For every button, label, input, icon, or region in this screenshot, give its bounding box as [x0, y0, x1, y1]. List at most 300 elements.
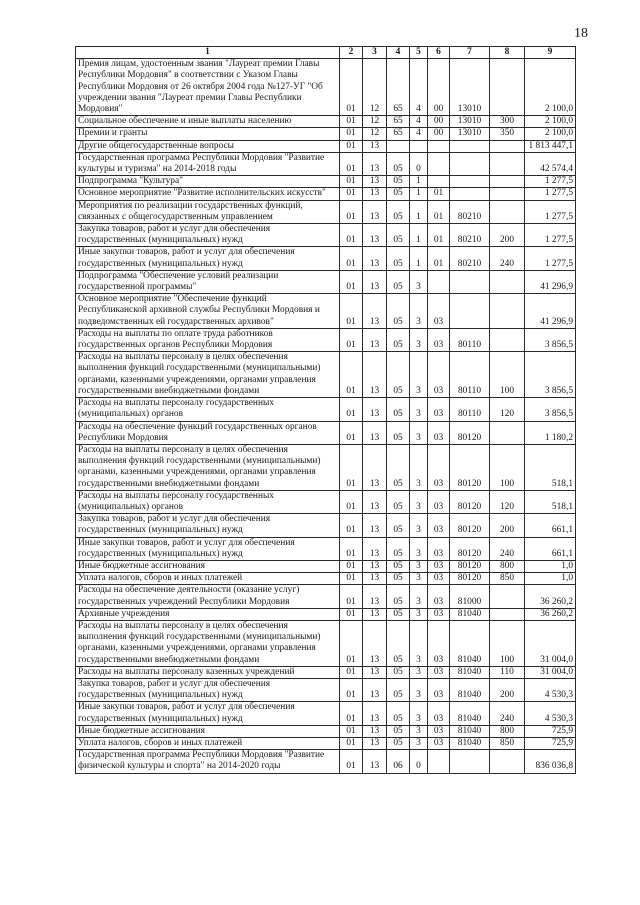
section-code-cell: 01 [340, 702, 363, 725]
direction-code-cell: 80120 [450, 490, 490, 513]
subsection-code-cell: 13 [363, 444, 387, 490]
direction-code-cell [450, 294, 490, 329]
subsection-code-cell: 13 [363, 725, 387, 737]
row-name-cell: Закупка товаров, работ и услуг для обеспечения государственных (муниципальных) нужд [76, 514, 340, 537]
direction-code-cell: 80120 [450, 560, 490, 572]
section-code-cell: 01 [340, 573, 363, 585]
subprogram-code-cell: 3 [410, 270, 428, 293]
table-row [76, 514, 576, 537]
subprogram-code-cell: 4 [410, 128, 428, 140]
row-name-cell: Уплата налогов, сборов и иных платежей [76, 737, 340, 749]
section-code-cell: 01 [340, 140, 363, 152]
column-header: 3 [363, 47, 387, 59]
direction-code-cell: 80110 [450, 398, 490, 421]
subsection-code-cell: 13 [363, 140, 387, 152]
direction-code-cell: 80210 [450, 247, 490, 270]
row-name-cell: Расходы на выплаты по оплате труда работников государственных органов Республики Мордовия [76, 328, 340, 351]
amount-cell: 3 856,5 [525, 352, 576, 398]
program-code-cell: 05 [387, 270, 410, 293]
program-code-cell: 05 [387, 328, 410, 351]
subprogram-code-cell: 3 [410, 444, 428, 490]
expense-type-cell [490, 176, 525, 188]
subsection-code-cell: 13 [363, 750, 387, 773]
program-code-cell: 05 [387, 608, 410, 620]
table-header-row [76, 47, 576, 59]
expense-type-cell: 200 [490, 678, 525, 701]
expense-type-cell: 850 [490, 573, 525, 585]
amount-cell: 1 277,5 [525, 224, 576, 247]
page-number: 18 [574, 26, 588, 41]
table-row [76, 737, 576, 749]
row-name-cell: Уплата налогов, сборов и иных платежей [76, 573, 340, 585]
expense-type-cell [490, 328, 525, 351]
table-row [76, 188, 576, 200]
activity-code-cell: 03 [428, 398, 450, 421]
activity-code-cell: 03 [428, 725, 450, 737]
column-header: 5 [410, 47, 428, 59]
table-row [76, 270, 576, 293]
subprogram-code-cell: 3 [410, 398, 428, 421]
expense-type-cell: 350 [490, 128, 525, 140]
column-header: 7 [450, 47, 490, 59]
section-code-cell: 01 [340, 444, 363, 490]
row-name-cell: Государственная программа Республики Мордовия "Развитие физической культуры и спорта" на 2014-2020 годы [76, 750, 340, 773]
program-code-cell: 05 [387, 514, 410, 537]
section-code-cell: 01 [340, 116, 363, 128]
expense-type-cell [490, 585, 525, 608]
row-name-cell: Расходы на обеспечение деятельности (оказание услуг) государственных учреждений Республики Мордовия [76, 585, 340, 608]
program-code-cell: 05 [387, 188, 410, 200]
program-code-cell: 05 [387, 560, 410, 572]
activity-code-cell: 03 [428, 514, 450, 537]
amount-cell: 1 180,2 [525, 421, 576, 444]
amount-cell: 36 260,2 [525, 585, 576, 608]
row-name-cell: Расходы на выплаты персоналу в целях обеспечения выполнения функций государственными (муниципальными) органами, казенными учреждениями, органами управления государственными внебюджетными фондами [76, 352, 340, 398]
subsection-code-cell: 13 [363, 514, 387, 537]
program-code-cell: 05 [387, 573, 410, 585]
table-row [76, 444, 576, 490]
expense-type-cell: 100 [490, 620, 525, 666]
subprogram-code-cell: 1 [410, 247, 428, 270]
direction-code-cell: 81040 [450, 608, 490, 620]
row-name-cell: Государственная программа Республики Мордовия "Развитие культуры и туризма" на 2014-2018 годы [76, 152, 340, 175]
activity-code-cell: 03 [428, 444, 450, 490]
direction-code-cell: 80120 [450, 421, 490, 444]
program-code-cell: 05 [387, 737, 410, 749]
column-header: 1 [76, 47, 340, 59]
table-row [76, 398, 576, 421]
amount-cell: 518,1 [525, 444, 576, 490]
section-code-cell: 01 [340, 128, 363, 140]
amount-cell: 31 004,0 [525, 666, 576, 678]
section-code-cell: 01 [340, 585, 363, 608]
section-code-cell: 01 [340, 678, 363, 701]
subprogram-code-cell: 3 [410, 490, 428, 513]
program-code-cell: 05 [387, 666, 410, 678]
activity-code-cell: 03 [428, 421, 450, 444]
direction-code-cell [450, 152, 490, 175]
subprogram-code-cell: 4 [410, 59, 428, 116]
table-row [76, 421, 576, 444]
amount-cell: 1 277,5 [525, 176, 576, 188]
subprogram-code-cell: 0 [410, 152, 428, 175]
subprogram-code-cell: 1 [410, 224, 428, 247]
subprogram-code-cell: 3 [410, 352, 428, 398]
activity-code-cell: 03 [428, 490, 450, 513]
row-name-cell: Премия лицам, удостоенным звания "Лауреат премии Главы Республики Мордовия" в соответствии с Указом Главы Республики Мордовия от 26 октября 2004 года №127-УГ "Об учреждении звания "Лауреат премии Главы Республики Мордовия" [76, 59, 340, 116]
subsection-code-cell: 13 [363, 490, 387, 513]
direction-code-cell [450, 176, 490, 188]
subprogram-code-cell: 3 [410, 514, 428, 537]
column-header: 9 [525, 47, 576, 59]
row-name-cell: Иные бюджетные ассигнования [76, 725, 340, 737]
subsection-code-cell: 12 [363, 116, 387, 128]
subprogram-code-cell: 1 [410, 188, 428, 200]
program-code-cell: 05 [387, 444, 410, 490]
row-name-cell: Основное мероприятие "Обеспечение функций Республиканской архивной службы Республики Мордовия и подведомственных ей государственных архивов" [76, 294, 340, 329]
expense-type-cell [490, 294, 525, 329]
subprogram-code-cell: 3 [410, 666, 428, 678]
expense-type-cell [490, 200, 525, 223]
program-code-cell: 65 [387, 128, 410, 140]
subsection-code-cell: 13 [363, 620, 387, 666]
subprogram-code-cell: 3 [410, 573, 428, 585]
program-code-cell: 05 [387, 725, 410, 737]
row-name-cell: Основное мероприятие "Развитие исполнительских искусств" [76, 188, 340, 200]
subprogram-code-cell: 3 [410, 328, 428, 351]
amount-cell: 1 277,5 [525, 188, 576, 200]
subsection-code-cell: 13 [363, 294, 387, 329]
activity-code-cell: 01 [428, 247, 450, 270]
activity-code-cell: 00 [428, 128, 450, 140]
section-code-cell: 01 [340, 620, 363, 666]
subsection-code-cell: 13 [363, 188, 387, 200]
subsection-code-cell: 13 [363, 678, 387, 701]
row-name-cell: Подпрограмма "Обеспечение условий реализации государственной программы" [76, 270, 340, 293]
amount-cell: 1,0 [525, 573, 576, 585]
subprogram-code-cell: 3 [410, 702, 428, 725]
expense-type-cell: 200 [490, 224, 525, 247]
row-name-cell: Подпрограмма "Культура" [76, 176, 340, 188]
table-row [76, 140, 576, 152]
table-row [76, 200, 576, 223]
amount-cell: 42 574,4 [525, 152, 576, 175]
column-header: 4 [387, 47, 410, 59]
program-code-cell: 05 [387, 224, 410, 247]
section-code-cell: 01 [340, 224, 363, 247]
section-code-cell: 01 [340, 270, 363, 293]
program-code-cell: 05 [387, 152, 410, 175]
amount-cell: 41 296,9 [525, 270, 576, 293]
table-row [76, 128, 576, 140]
table-row [76, 725, 576, 737]
table-row [76, 560, 576, 572]
section-code-cell: 01 [340, 666, 363, 678]
subsection-code-cell: 12 [363, 59, 387, 116]
direction-code-cell: 80210 [450, 200, 490, 223]
amount-cell: 661,1 [525, 514, 576, 537]
subprogram-code-cell: 3 [410, 585, 428, 608]
table-row [76, 573, 576, 585]
subsection-code-cell: 13 [363, 585, 387, 608]
direction-code-cell: 80120 [450, 537, 490, 560]
subprogram-code-cell: 3 [410, 608, 428, 620]
subsection-code-cell: 13 [363, 176, 387, 188]
subprogram-code-cell: 4 [410, 116, 428, 128]
subsection-code-cell: 13 [363, 702, 387, 725]
amount-cell: 1 277,5 [525, 200, 576, 223]
table-row [76, 152, 576, 175]
program-code-cell: 05 [387, 176, 410, 188]
activity-code-cell [428, 750, 450, 773]
program-code-cell: 65 [387, 59, 410, 116]
table-row [76, 328, 576, 351]
direction-code-cell: 81040 [450, 620, 490, 666]
subsection-code-cell: 13 [363, 328, 387, 351]
expense-type-cell: 240 [490, 247, 525, 270]
direction-code-cell: 80120 [450, 444, 490, 490]
program-code-cell: 05 [387, 702, 410, 725]
section-code-cell: 01 [340, 176, 363, 188]
amount-cell: 2 100,0 [525, 59, 576, 116]
activity-code-cell: 03 [428, 620, 450, 666]
expense-type-cell: 100 [490, 352, 525, 398]
subsection-code-cell: 13 [363, 666, 387, 678]
subsection-code-cell: 13 [363, 352, 387, 398]
amount-cell: 661,1 [525, 537, 576, 560]
section-code-cell: 01 [340, 59, 363, 116]
activity-code-cell: 01 [428, 200, 450, 223]
row-name-cell: Закупка товаров, работ и услуг для обеспечения государственных (муниципальных) нужд [76, 678, 340, 701]
expense-type-cell: 240 [490, 702, 525, 725]
direction-code-cell: 81040 [450, 666, 490, 678]
direction-code-cell: 81040 [450, 725, 490, 737]
subprogram-code-cell: 1 [410, 176, 428, 188]
expense-type-cell: 800 [490, 560, 525, 572]
amount-cell: 4 530,3 [525, 678, 576, 701]
table-row [76, 490, 576, 513]
expense-type-cell [490, 608, 525, 620]
direction-code-cell: 80110 [450, 352, 490, 398]
program-code-cell: 05 [387, 585, 410, 608]
row-name-cell: Расходы на выплаты персоналу в целях обеспечения выполнения функций государственными (муниципальными) органами, казенными учреждениями, органами управления государственными внебюджетными фондами [76, 620, 340, 666]
table-row [76, 702, 576, 725]
table-row [76, 352, 576, 398]
section-code-cell: 01 [340, 514, 363, 537]
section-code-cell: 01 [340, 352, 363, 398]
activity-code-cell: 03 [428, 608, 450, 620]
activity-code-cell: 01 [428, 224, 450, 247]
direction-code-cell: 81040 [450, 678, 490, 701]
activity-code-cell [428, 152, 450, 175]
direction-code-cell: 13010 [450, 128, 490, 140]
section-code-cell: 01 [340, 421, 363, 444]
amount-cell: 41 296,9 [525, 294, 576, 329]
section-code-cell: 01 [340, 294, 363, 329]
amount-cell: 2 100,0 [525, 128, 576, 140]
section-code-cell: 01 [340, 490, 363, 513]
amount-cell: 3 856,5 [525, 328, 576, 351]
activity-code-cell: 03 [428, 666, 450, 678]
activity-code-cell [428, 176, 450, 188]
program-code-cell: 05 [387, 678, 410, 701]
amount-cell: 4 530,3 [525, 702, 576, 725]
subsection-code-cell: 13 [363, 270, 387, 293]
row-name-cell: Иные закупки товаров, работ и услуг для обеспечения государственных (муниципальных) нужд [76, 702, 340, 725]
subsection-code-cell: 13 [363, 573, 387, 585]
subprogram-code-cell: 3 [410, 560, 428, 572]
direction-code-cell: 80210 [450, 224, 490, 247]
section-code-cell: 01 [340, 608, 363, 620]
section-code-cell: 01 [340, 200, 363, 223]
table-row [76, 224, 576, 247]
subprogram-code-cell: 3 [410, 537, 428, 560]
row-name-cell: Расходы на обеспечение функций государственных органов Республики Мордовия [76, 421, 340, 444]
subsection-code-cell: 12 [363, 128, 387, 140]
subsection-code-cell: 13 [363, 398, 387, 421]
amount-cell: 1,0 [525, 560, 576, 572]
activity-code-cell [428, 140, 450, 152]
amount-cell: 1 813 447,1 [525, 140, 576, 152]
row-name-cell: Мероприятия по реализации государственных функций, связанных с общегосударственным управлением [76, 200, 340, 223]
activity-code-cell: 03 [428, 678, 450, 701]
row-name-cell: Иные бюджетные ассигнования [76, 560, 340, 572]
row-name-cell: Расходы на выплаты персоналу государственных (муниципальных) органов [76, 398, 340, 421]
subprogram-code-cell: 3 [410, 737, 428, 749]
table-row [76, 294, 576, 329]
direction-code-cell [450, 188, 490, 200]
column-header: 2 [340, 47, 363, 59]
subsection-code-cell: 13 [363, 560, 387, 572]
activity-code-cell: 03 [428, 585, 450, 608]
table-row [76, 116, 576, 128]
program-code-cell: 05 [387, 537, 410, 560]
table-row [76, 750, 576, 773]
program-code-cell: 06 [387, 750, 410, 773]
direction-code-cell: 81000 [450, 585, 490, 608]
row-name-cell: Иные закупки товаров, работ и услуг для обеспечения государственных (муниципальных) нужд [76, 247, 340, 270]
activity-code-cell: 03 [428, 560, 450, 572]
program-code-cell: 05 [387, 352, 410, 398]
table-row [76, 585, 576, 608]
row-name-cell: Иные закупки товаров, работ и услуг для обеспечения государственных (муниципальных) нужд [76, 537, 340, 560]
section-code-cell: 01 [340, 328, 363, 351]
activity-code-cell: 03 [428, 537, 450, 560]
amount-cell: 725,9 [525, 725, 576, 737]
section-code-cell: 01 [340, 188, 363, 200]
section-code-cell: 01 [340, 152, 363, 175]
expense-type-cell [490, 152, 525, 175]
expense-type-cell: 200 [490, 514, 525, 537]
expense-type-cell: 100 [490, 444, 525, 490]
program-code-cell: 05 [387, 421, 410, 444]
subsection-code-cell: 13 [363, 224, 387, 247]
expense-type-cell [490, 750, 525, 773]
column-header: 8 [490, 47, 525, 59]
subprogram-code-cell [410, 140, 428, 152]
expense-type-cell: 110 [490, 666, 525, 678]
activity-code-cell: 01 [428, 188, 450, 200]
activity-code-cell: 00 [428, 59, 450, 116]
expense-type-cell: 120 [490, 490, 525, 513]
activity-code-cell: 03 [428, 702, 450, 725]
subprogram-code-cell: 3 [410, 421, 428, 444]
program-code-cell: 65 [387, 116, 410, 128]
direction-code-cell: 80110 [450, 328, 490, 351]
section-code-cell: 01 [340, 247, 363, 270]
amount-cell: 31 004,0 [525, 620, 576, 666]
program-code-cell: 05 [387, 200, 410, 223]
subprogram-code-cell: 3 [410, 294, 428, 329]
amount-cell: 725,9 [525, 737, 576, 749]
activity-code-cell [428, 270, 450, 293]
column-header: 6 [428, 47, 450, 59]
subprogram-code-cell: 0 [410, 750, 428, 773]
amount-cell: 3 856,5 [525, 398, 576, 421]
amount-cell: 2 100,0 [525, 116, 576, 128]
amount-cell: 518,1 [525, 490, 576, 513]
amount-cell: 36 260,2 [525, 608, 576, 620]
subprogram-code-cell: 3 [410, 620, 428, 666]
amount-cell: 836 036,8 [525, 750, 576, 773]
subprogram-code-cell: 3 [410, 678, 428, 701]
expense-type-cell [490, 140, 525, 152]
expense-type-cell: 850 [490, 737, 525, 749]
row-name-cell: Архивные учреждения [76, 608, 340, 620]
direction-code-cell: 13010 [450, 116, 490, 128]
expense-type-cell [490, 270, 525, 293]
row-name-cell: Расходы на выплаты персоналу государственных (муниципальных) органов [76, 490, 340, 513]
direction-code-cell [450, 750, 490, 773]
program-code-cell: 05 [387, 247, 410, 270]
section-code-cell: 01 [340, 725, 363, 737]
activity-code-cell: 00 [428, 116, 450, 128]
row-name-cell: Социальное обеспечение и иные выплаты населению [76, 116, 340, 128]
table-row [76, 666, 576, 678]
direction-code-cell: 13010 [450, 59, 490, 116]
amount-cell: 1 277,5 [525, 247, 576, 270]
direction-code-cell: 80120 [450, 514, 490, 537]
direction-code-cell: 81040 [450, 737, 490, 749]
subsection-code-cell: 13 [363, 737, 387, 749]
subsection-code-cell: 13 [363, 608, 387, 620]
program-code-cell [387, 140, 410, 152]
subsection-code-cell: 13 [363, 421, 387, 444]
row-name-cell: Закупка товаров, работ и услуг для обеспечения государственных (муниципальных) нужд [76, 224, 340, 247]
row-name-cell: Премии и гранты [76, 128, 340, 140]
direction-code-cell [450, 140, 490, 152]
expense-type-cell [490, 188, 525, 200]
row-name-cell: Расходы на выплаты персоналу казенных учреждений [76, 666, 340, 678]
activity-code-cell: 03 [428, 294, 450, 329]
section-code-cell: 01 [340, 737, 363, 749]
expense-type-cell: 240 [490, 537, 525, 560]
section-code-cell: 01 [340, 750, 363, 773]
expense-type-cell [490, 59, 525, 116]
subsection-code-cell: 13 [363, 537, 387, 560]
activity-code-cell: 03 [428, 573, 450, 585]
program-code-cell: 05 [387, 490, 410, 513]
row-name-cell: Расходы на выплаты персоналу в целях обеспечения выполнения функций государственными (муниципальными) органами, казенными учреждениями, органами управления государственными внебюджетными фондами [76, 444, 340, 490]
table-row [76, 247, 576, 270]
table-row [76, 176, 576, 188]
row-name-cell: Другие общегосударственные вопросы [76, 140, 340, 152]
subsection-code-cell: 13 [363, 247, 387, 270]
program-code-cell: 05 [387, 294, 410, 329]
direction-code-cell: 81040 [450, 702, 490, 725]
program-code-cell: 05 [387, 398, 410, 421]
subsection-code-cell: 13 [363, 200, 387, 223]
